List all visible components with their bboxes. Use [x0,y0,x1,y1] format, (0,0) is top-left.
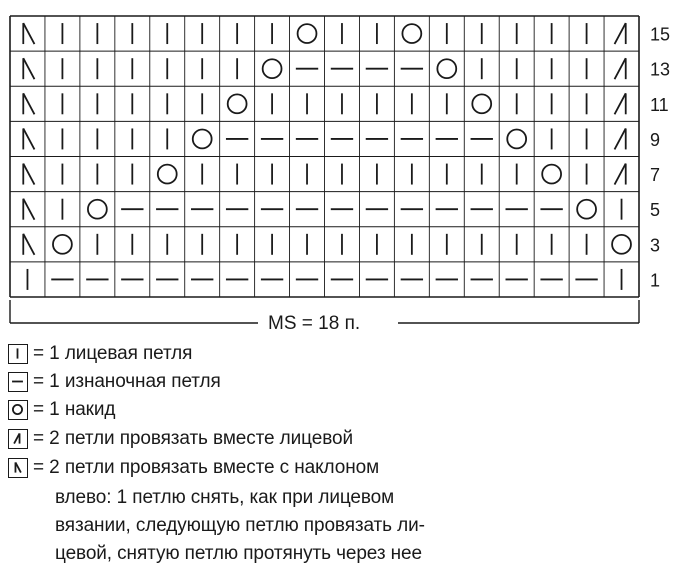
legend-item-dec-left [8,457,379,479]
dec-left-stitch [23,128,34,149]
legend-text-knit: = 1 лицевая петля [33,343,193,364]
chart-grid [10,16,639,297]
dec-right-stitch [615,93,626,114]
left-decrease-symbol-icon [8,458,28,478]
yo-stitch [542,165,561,184]
dec-right-stitch [615,128,626,149]
row-number-label: 7 [650,165,661,186]
legend-text-purl: = 1 изнаночная петля [33,371,221,392]
yarn-over-symbol-icon [8,400,28,420]
yo-stitch [402,24,421,43]
row-number-label: 9 [650,129,661,150]
yo-stitch [263,59,282,78]
yo-stitch [612,235,631,254]
legend-continuation-line: влево: 1 петлю снять, как при лицевом [55,487,395,508]
dec-left-stitch [23,93,34,114]
yo-stitch [53,235,72,254]
legend-item-purl [8,371,221,393]
legend-text-dec-right: = 2 петли провязать вместе лицевой [33,428,353,449]
knit-symbol-icon [8,344,28,364]
row-number-label: 1 [650,270,661,291]
dec-right-stitch [615,23,626,44]
legend-item-yo [8,399,115,421]
legend-text-dec-left: = 2 петли провязать вместе с наклоном [33,457,380,478]
yo-stitch [298,24,317,43]
row-number-label: 15 [650,24,671,45]
row-number-label: 11 [650,94,669,115]
right-decrease-symbol-icon [8,429,28,449]
row-number-label: 13 [650,59,671,80]
dec-left-stitch [23,58,34,79]
dec-left-stitch [23,199,34,220]
dec-left-stitch [23,234,34,255]
purl-symbol-icon [8,372,28,392]
yo-stitch [228,94,247,113]
yo-stitch [437,59,456,78]
yo-stitch [158,165,177,184]
yo-stitch [577,200,596,219]
dec-right-stitch [615,164,626,185]
legend-continuation-line: цевой, снятую петлю протянуть через нее [55,543,422,564]
dec-left-stitch [23,23,34,44]
yo-stitch [507,130,526,149]
yo-stitch [88,200,107,219]
row-number-label: 5 [650,200,661,221]
legend-continuation-line: вязании, следующую петлю провязать ли- [55,515,425,536]
dec-left-stitch [23,164,34,185]
repeat-label: MS = 18 п. [268,313,361,334]
legend-text-yo: = 1 накид [33,399,116,420]
yo-stitch [472,94,491,113]
row-number-label: 3 [650,235,661,256]
yo-stitch [193,130,212,149]
dec-right-stitch [615,58,626,79]
legend-item-dec-right [8,428,353,450]
legend-item-knit [8,343,192,365]
